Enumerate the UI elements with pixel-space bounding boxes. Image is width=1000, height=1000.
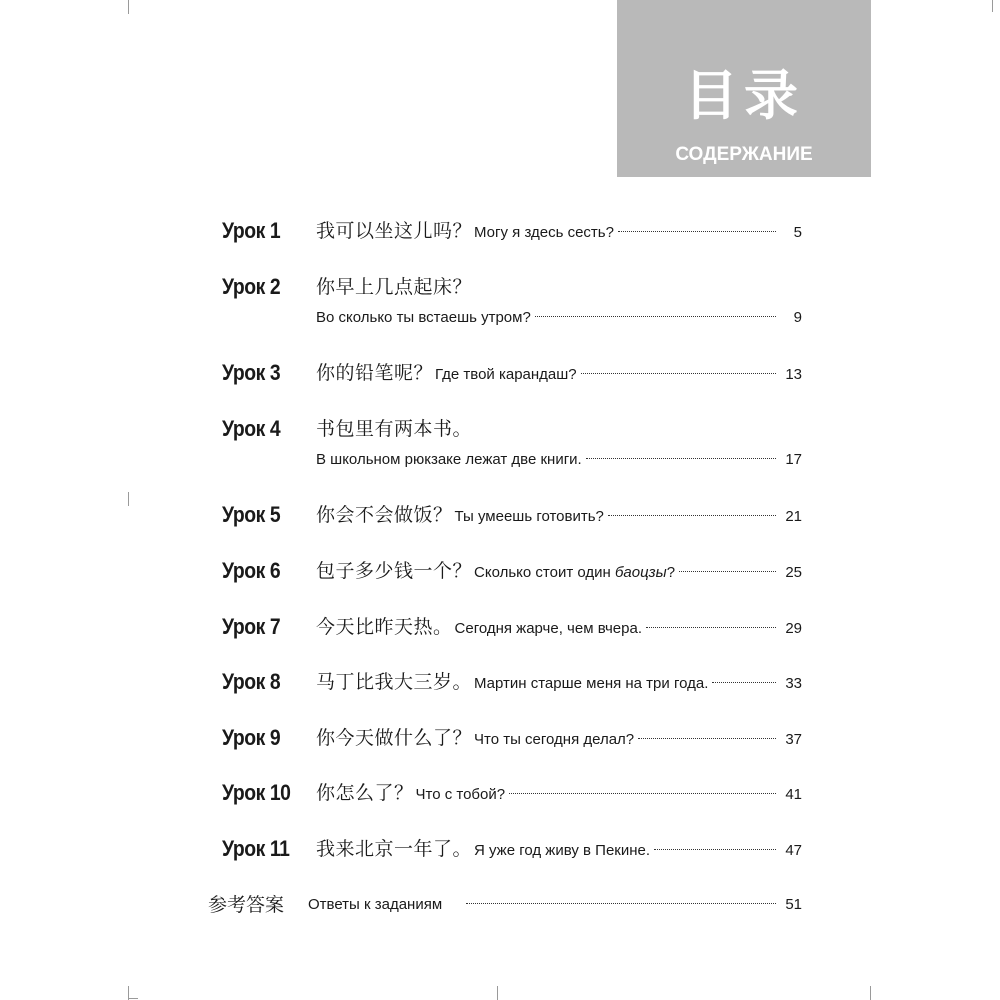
lesson-title-cn: 你今天做什么了？ <box>316 727 473 749</box>
page-number: 33 <box>785 675 802 692</box>
dot-leader <box>535 315 776 317</box>
toc-entry-lesson-4[interactable] <box>222 414 802 468</box>
page-number: 17 <box>785 451 802 468</box>
answers-label-ru: Ответы к заданиям <box>308 896 443 913</box>
crop-mark <box>128 492 129 506</box>
page-number: 21 <box>785 508 802 525</box>
dot-leader <box>654 848 776 850</box>
lesson-title-ru: Во сколько ты встаешь утром? <box>316 309 531 326</box>
dot-leader <box>712 681 776 683</box>
lesson-label: Урок 10 <box>222 780 291 805</box>
page-number: 41 <box>785 786 802 803</box>
lesson-title-ru: Что ты сегодня делал? <box>474 731 635 748</box>
dot-leader <box>618 230 776 232</box>
toc-entry-lesson-2[interactable] <box>222 272 802 326</box>
dot-leader <box>581 372 776 374</box>
lesson-title-ru: Где твой карандаш? <box>435 366 577 383</box>
toc-entry-lesson-11[interactable] <box>222 834 802 864</box>
dot-leader <box>586 457 776 459</box>
answers-label-cn: 参考答案 <box>208 894 285 916</box>
page-number: 29 <box>785 620 802 637</box>
page-number: 47 <box>785 842 802 859</box>
lesson-title-cn: 你的铅笔呢？ <box>316 362 434 384</box>
lesson-title-ru <box>474 558 675 588</box>
crop-mark <box>870 986 871 1000</box>
page-number: 5 <box>793 224 802 241</box>
dot-leader <box>466 902 776 904</box>
lesson-title-ru-post: ? <box>666 564 676 581</box>
crop-mark <box>497 986 498 1000</box>
lesson-label: Урок 6 <box>222 558 281 583</box>
dot-leader <box>638 737 776 739</box>
header-title-ru: СОДЕРЖАНИЕ <box>675 144 813 165</box>
lesson-label: Урок 4 <box>222 416 281 441</box>
toc-entry-lesson-3[interactable] <box>222 358 802 388</box>
toc-entry-lesson-8[interactable] <box>222 667 802 697</box>
lesson-title-cn: 你怎么了？ <box>316 782 414 804</box>
lesson-label: Урок 2 <box>222 274 281 299</box>
dot-leader <box>608 514 776 516</box>
crop-mark <box>992 0 993 12</box>
toc-entry-answers[interactable] <box>208 890 802 920</box>
crop-mark <box>128 998 138 999</box>
crop-mark <box>128 0 129 14</box>
lesson-title-ru: Мартин старше меня на три года. <box>474 675 709 692</box>
page-number: 13 <box>785 366 802 383</box>
lesson-title-cn: 书包里有两本书。 <box>316 418 473 440</box>
lesson-title-ru: Что с тобой? <box>415 786 506 803</box>
lesson-label: Урок 8 <box>222 669 281 694</box>
dot-leader <box>646 626 776 628</box>
lesson-title-ru: Я уже год живу в Пекине. <box>474 842 651 859</box>
lesson-title-ru: В школьном рюкзаке лежат две книги. <box>316 451 582 468</box>
toc-entry-lesson-1[interactable] <box>222 216 802 246</box>
header-title-cn: 目录 <box>684 64 804 127</box>
toc-entry-lesson-7[interactable] <box>222 612 802 642</box>
toc-entry-lesson-10[interactable] <box>222 778 802 808</box>
lesson-label: Урок 3 <box>222 360 281 385</box>
toc-entry-lesson-5[interactable] <box>222 500 802 530</box>
lesson-label: Урок 7 <box>222 614 281 639</box>
lesson-title-cn: 你早上几点起床？ <box>316 276 473 298</box>
dot-leader <box>509 792 776 794</box>
page-number: 25 <box>785 564 802 581</box>
lesson-label: Урок 9 <box>222 725 281 750</box>
lesson-label: Урок 11 <box>222 836 290 861</box>
dot-leader <box>679 570 776 572</box>
lesson-title-cn: 你会不会做饭？ <box>316 504 453 526</box>
page-number: 37 <box>785 731 802 748</box>
lesson-title-cn: 马丁比我大三岁。 <box>316 671 473 693</box>
lesson-title-ru: Ты умеешь готовить? <box>454 508 604 525</box>
lesson-title-cn: 我来北京一年了。 <box>316 838 473 860</box>
header-box <box>617 0 871 177</box>
lesson-title-ru-pre: Сколько стоит один <box>474 564 615 581</box>
lesson-title-ru: Сегодня жарче, чем вчера. <box>454 620 642 637</box>
lesson-label: Урок 5 <box>222 502 281 527</box>
lesson-label: Урок 1 <box>222 218 281 243</box>
toc-entry-lesson-9[interactable] <box>222 723 802 753</box>
lesson-title-cn: 今天比昨天热。 <box>316 616 453 638</box>
lesson-title-cn: 我可以坐这儿吗？ <box>316 220 473 242</box>
page-number: 9 <box>793 309 802 326</box>
page-number: 51 <box>785 896 802 913</box>
lesson-title-ru-italic: баоцзы <box>614 564 667 581</box>
lesson-title-cn: 包子多少钱一个？ <box>316 560 473 582</box>
toc-entry-lesson-6[interactable] <box>222 556 802 586</box>
lesson-title-ru: Могу я здесь сесть? <box>474 224 614 241</box>
